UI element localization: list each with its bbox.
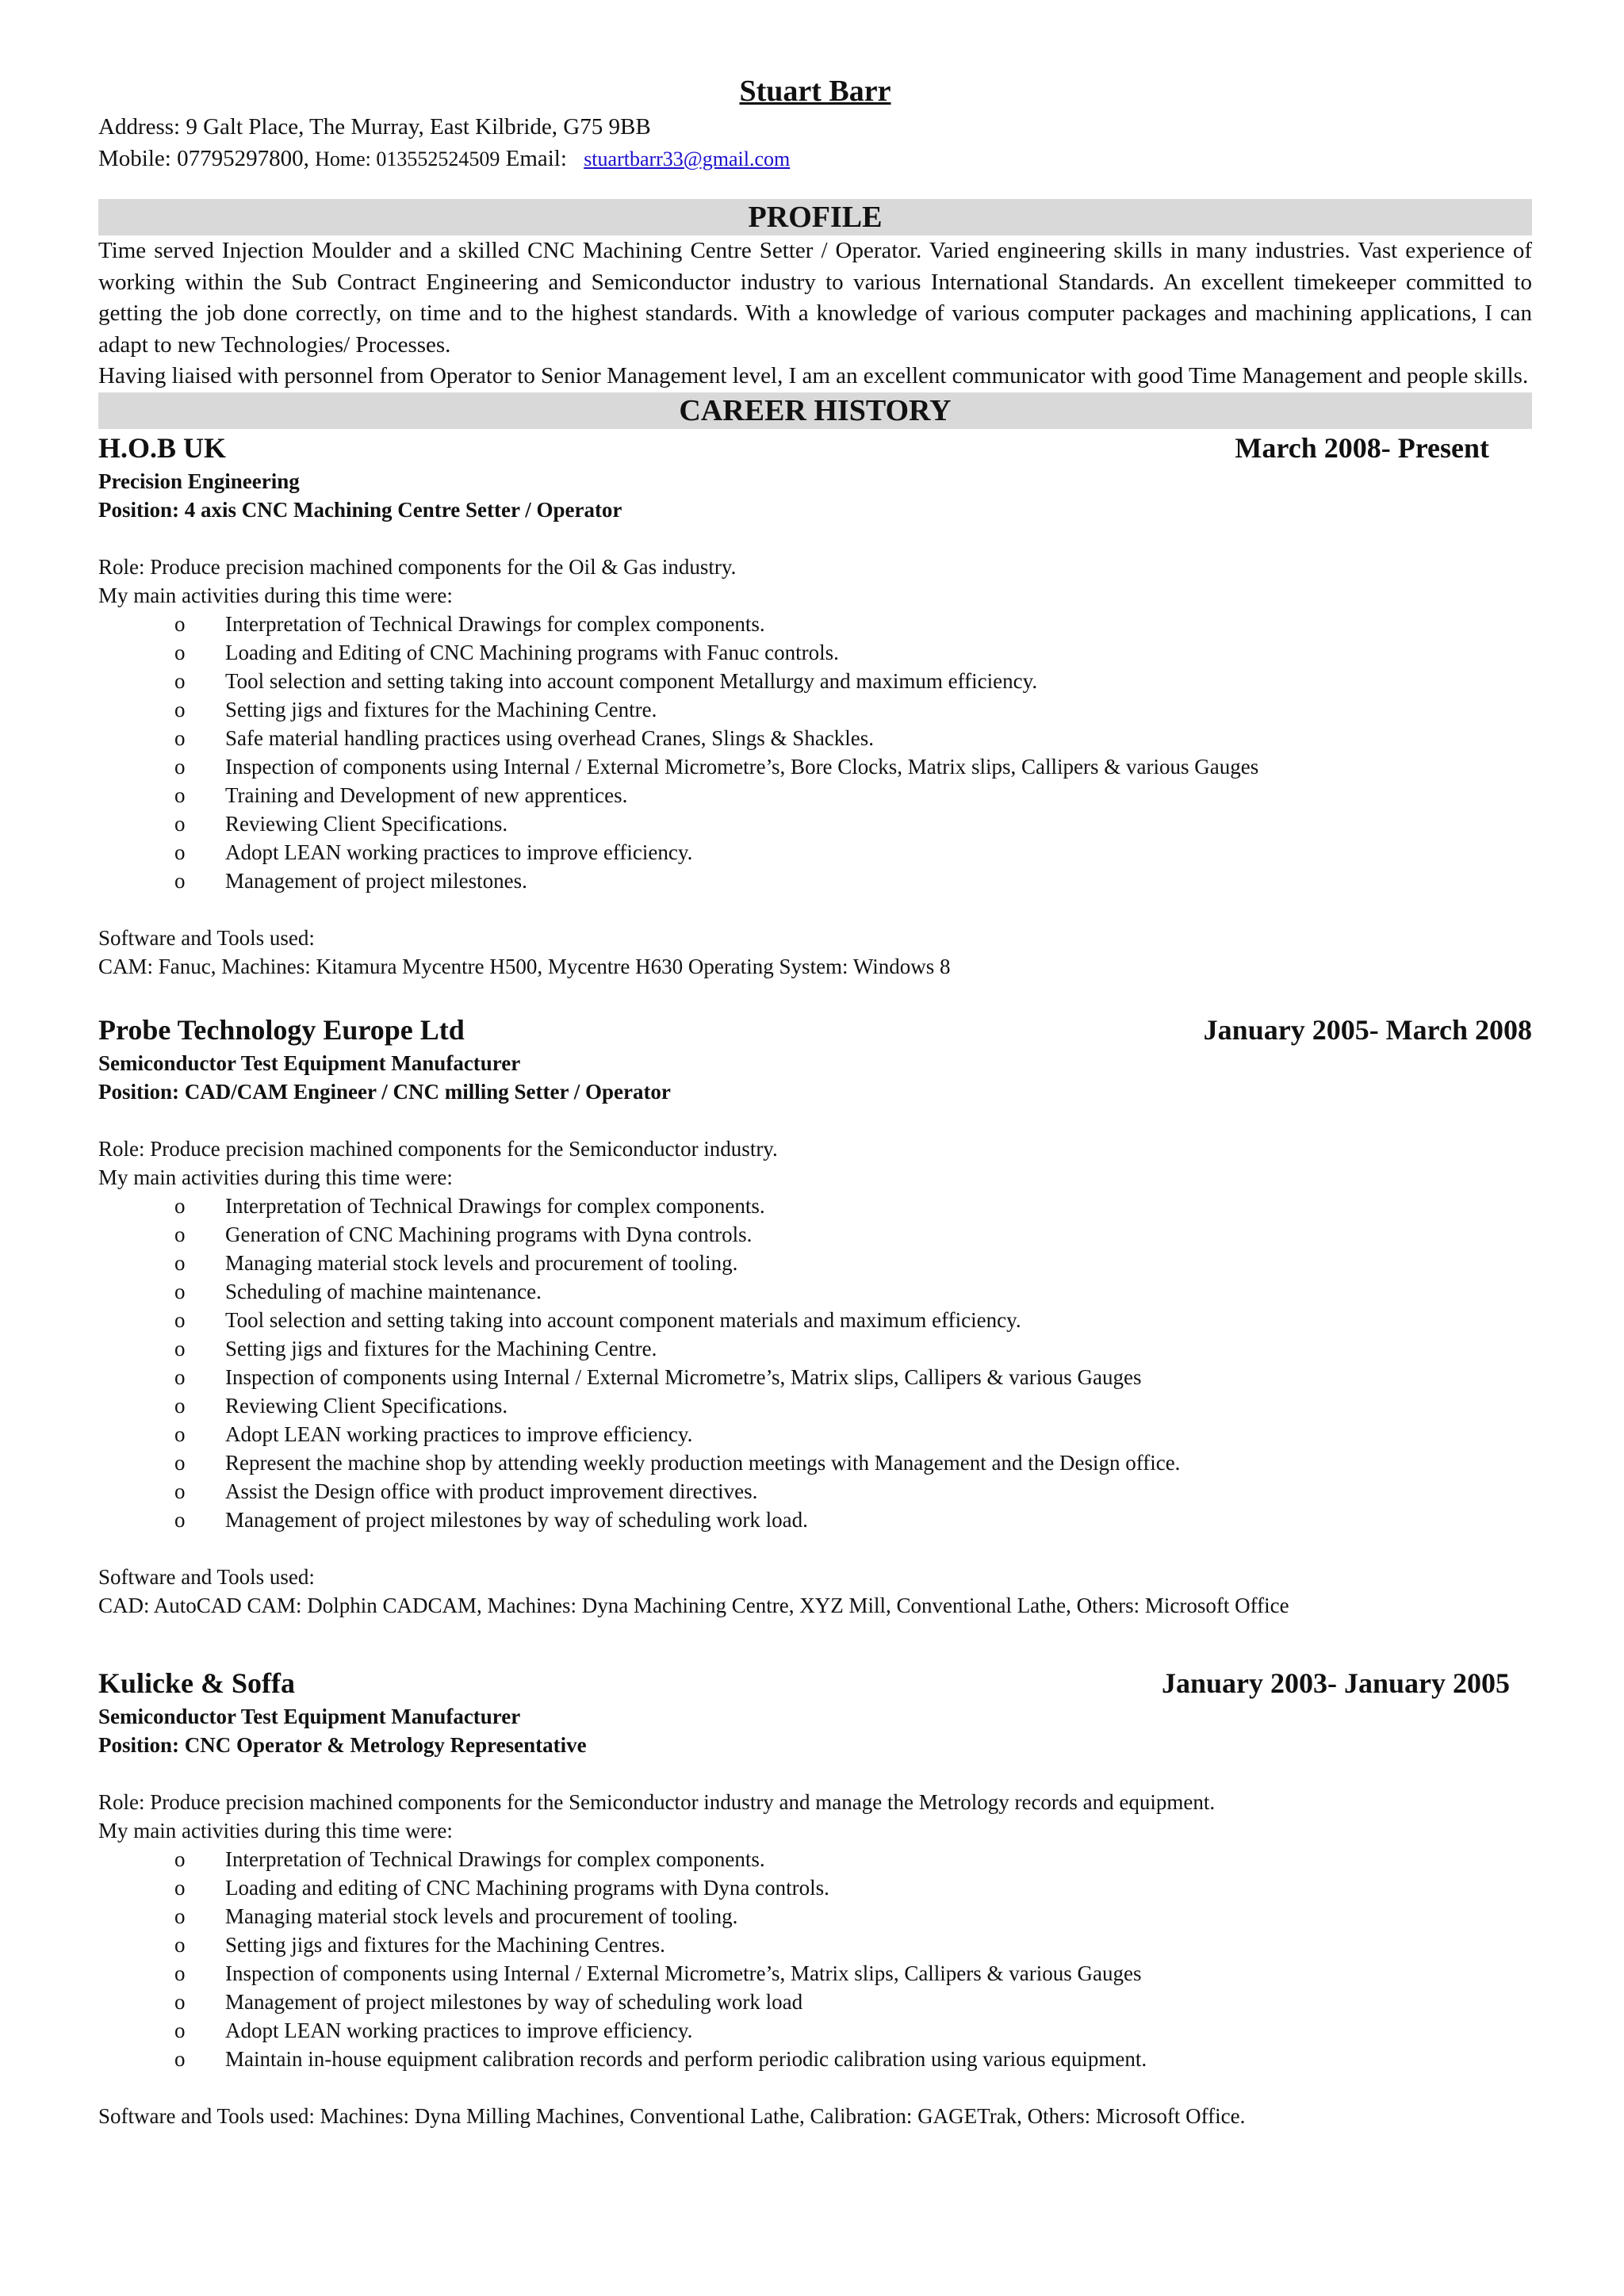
bullet-icon: o [174,640,186,664]
activity-text: Interpretation of Technical Drawings for complex components. [225,1193,765,1218]
phone-email-line [98,143,1532,175]
activity-item [98,1420,1532,1448]
resume-page [98,71,1532,2130]
activities-intro: My main activities during this time were: [98,583,453,607]
job-entry-probe-technology [98,1011,1532,1620]
bullet-icon: o [174,1307,186,1332]
tools-list: Software and Tools used: Machines: Dyna Milling Machines, Conventional Lathe, Calibration: GAGETrak, Others: Microsoft Office. [98,2103,1246,2128]
activity-item [98,1902,1532,1931]
profile-paragraph-2: Having liaised with personnel from Operator to Senior Management level, I am an excellent communicator with good Time Management and people skills. [98,363,1529,388]
job-role: Role: Produce precision machined components for the Semiconductor industry. [98,1136,778,1161]
activities-intro: My main activities during this time were: [98,1165,453,1189]
job-position: Position: CAD/CAM Engineer / CNC milling Setter / Operator [98,1079,671,1104]
job-dates: January 2005- March 2008 [1203,1013,1532,1046]
mobile-number: Mobile: 07795297800, [98,146,309,171]
activity-text: Tool selection and setting taking into account component materials and maximum efficiency. [225,1307,1021,1332]
activity-text: Interpretation of Technical Drawings for complex components. [225,611,765,636]
profile-paragraph: Time served Injection Moulder and a skilled CNC Machining Centre Setter / Operator. Varied engineering skills in many industries. Vast experience of working within the Sub Contract Engineering and Semiconductor industry to various International Standards. An excellent timekeeper committed to getting the job done correctly, on time and to the highest standards. With a knowledge of various computer packages and machining applications, I can adapt to new Technologies/ Processes. [98,238,1532,358]
activity-item [98,1506,1532,1534]
activities-list [98,1192,1532,1534]
activity-item [98,1363,1532,1391]
tools-label: Software and Tools used: [98,925,315,950]
activities-list [98,610,1532,895]
career-history-heading: CAREER HISTORY [98,392,1532,429]
activity-text: Represent the machine shop by attending weekly production meetings with Management and the Design office. [225,1450,1181,1475]
activity-item [98,1391,1532,1420]
activity-text: Reviewing Client Specifications. [225,811,508,836]
activity-text: Managing material stock levels and procurement of tooling. [225,1250,738,1275]
job-entry-kulicke-soffa [98,1664,1532,2130]
bullet-icon: o [174,697,186,721]
activity-item [98,1249,1532,1277]
activity-text: Management of project milestones by way of scheduling work load [225,1989,803,2014]
bullet-icon: o [174,1875,186,1900]
bullet-icon: o [174,1479,186,1503]
activity-item [98,1477,1532,1506]
email-label: Email: [505,146,567,171]
activity-item [98,667,1532,695]
activity-item [98,752,1532,781]
activity-text: Setting jigs and fixtures for the Machining Centres. [225,1932,665,1957]
bullet-icon: o [174,611,186,636]
job-header [98,429,1532,467]
activity-item [98,2016,1532,2045]
job-role: Role: Produce precision machined components for the Oil & Gas industry. [98,554,737,579]
bullet-icon: o [174,1450,186,1475]
activity-item [98,838,1532,867]
tools-list: CAD: AutoCAD CAM: Dolphin CADCAM, Machines: Dyna Machining Centre, XYZ Mill, Conventional Lathe, Others: Microsoft Office [98,1593,1289,1617]
activity-item [98,781,1532,809]
activity-item [98,1448,1532,1477]
activity-item [98,809,1532,838]
company-sector: Semiconductor Test Equipment Manufacturer [98,1704,521,1728]
activity-item [98,1220,1532,1249]
bullet-icon: o [174,840,186,864]
bullet-icon: o [174,725,186,750]
bullet-icon: o [174,2046,186,2071]
activity-item [98,867,1532,895]
bullet-icon: o [174,868,186,893]
activity-text: Management of project milestones by way of scheduling work load. [225,1507,808,1532]
activity-text: Adopt LEAN working practices to improve efficiency. [225,2018,693,2042]
activity-item [98,1306,1532,1334]
job-header [98,1011,1532,1049]
activity-item [98,695,1532,724]
company-name: H.O.B UK [98,431,227,464]
bullet-icon: o [174,811,186,836]
activity-text: Setting jigs and fixtures for the Machining Centre. [225,1336,657,1360]
candidate-name: Stuart Barr [739,75,891,108]
activity-text: Setting jigs and fixtures for the Machining Centre. [225,697,657,721]
bullet-icon: o [174,1904,186,1928]
activities-intro: My main activities during this time were: [98,1818,453,1843]
bullet-icon: o [174,1989,186,2014]
activity-text: Interpretation of Technical Drawings for complex components. [225,1846,765,1871]
activity-item [98,724,1532,752]
tools-list: CAM: Fanuc, Machines: Kitamura Mycentre H500, Mycentre H630 Operating System: Windows 8 [98,954,951,978]
activity-item [98,1931,1532,1959]
activity-text: Loading and Editing of CNC Machining programs with Fanuc controls. [225,640,839,664]
activity-text: Reviewing Client Specifications. [225,1393,508,1418]
job-position: Position: 4 axis CNC Machining Centre Setter / Operator [98,497,622,522]
bullet-icon: o [174,783,186,807]
activity-item [98,610,1532,638]
activity-text: Safe material handling practices using overhead Cranes, Slings & Shackles. [225,725,875,750]
bullet-icon: o [174,1961,186,1985]
bullet-icon: o [174,1393,186,1418]
activity-text: Management of project milestones. [225,868,527,893]
activity-text: Adopt LEAN working practices to improve efficiency. [225,1422,693,1446]
activity-item [98,1277,1532,1306]
tools-label: Software and Tools used: [98,1564,315,1589]
home-number: Home: 013552524509 [315,147,500,170]
company-name: Kulicke & Soffa [98,1667,295,1699]
activity-text: Loading and editing of CNC Machining programs with Dyna controls. [225,1875,829,1900]
company-sector: Precision Engineering [98,469,300,493]
job-header [98,1664,1532,1702]
activity-text: Training and Development of new apprentices. [225,783,628,807]
bullet-icon: o [174,1932,186,1957]
activity-item [98,1334,1532,1363]
bullet-icon: o [174,1364,186,1389]
activity-item [98,1959,1532,1988]
job-role: Role: Produce precision machined components for the Semiconductor industry and manage the Metrology records and equipment. [98,1789,1216,1814]
job-position: Position: CNC Operator & Metrology Representative [98,1732,587,1757]
activity-text: Maintain in-house equipment calibration records and perform periodic calibration using various equipment. [225,2046,1147,2071]
job-dates: January 2003- January 2005 [1161,1667,1510,1699]
bullet-icon: o [174,2018,186,2042]
bullet-icon: o [174,1336,186,1360]
address-line: Address: 9 Galt Place, The Murray, East Kilbride, G75 9BB [98,114,651,140]
bullet-icon: o [174,754,186,779]
bullet-icon: o [174,1422,186,1446]
activity-text: Scheduling of machine maintenance. [225,1279,542,1303]
email-link[interactable]: stuartbarr33@gmail.com [584,147,791,170]
activity-text: Inspection of components using Internal / External Micrometre’s, Matrix slips, Callipers & various Gauges [225,1364,1142,1389]
bullet-icon: o [174,1507,186,1532]
bullet-icon: o [174,1846,186,1871]
bullet-icon: o [174,668,186,693]
activity-item [98,2045,1532,2073]
activity-text: Inspection of components using Internal / External Micrometre’s, Bore Clocks, Matrix slips, Callipers & various Gauges [225,754,1259,779]
company-name: Probe Technology Europe Ltd [98,1013,465,1046]
activity-item [98,1873,1532,1902]
company-sector: Semiconductor Test Equipment Manufacturer [98,1050,521,1075]
bullet-icon: o [174,1193,186,1218]
activity-text: Generation of CNC Machining programs with Dyna controls. [225,1222,753,1246]
activity-item [98,1845,1532,1873]
activity-item [98,638,1532,667]
activity-item [98,1192,1532,1220]
job-entry-hob [98,429,1532,981]
activity-text: Managing material stock levels and procurement of tooling. [225,1904,738,1928]
activity-item [98,1988,1532,2016]
profile-heading: PROFILE [98,199,1532,235]
bullet-icon: o [174,1222,186,1246]
activity-text: Assist the Design office with product improvement directives. [225,1479,758,1503]
activity-text: Adopt LEAN working practices to improve efficiency. [225,840,693,864]
activity-text: Tool selection and setting taking into account component Metallurgy and maximum efficiency. [225,668,1038,693]
job-dates: March 2008- Present [1235,431,1489,464]
activity-text: Inspection of components using Internal / External Micrometre’s, Matrix slips, Callipers & various Gauges [225,1961,1142,1985]
bullet-icon: o [174,1279,186,1303]
activities-list [98,1845,1532,2073]
bullet-icon: o [174,1250,186,1275]
